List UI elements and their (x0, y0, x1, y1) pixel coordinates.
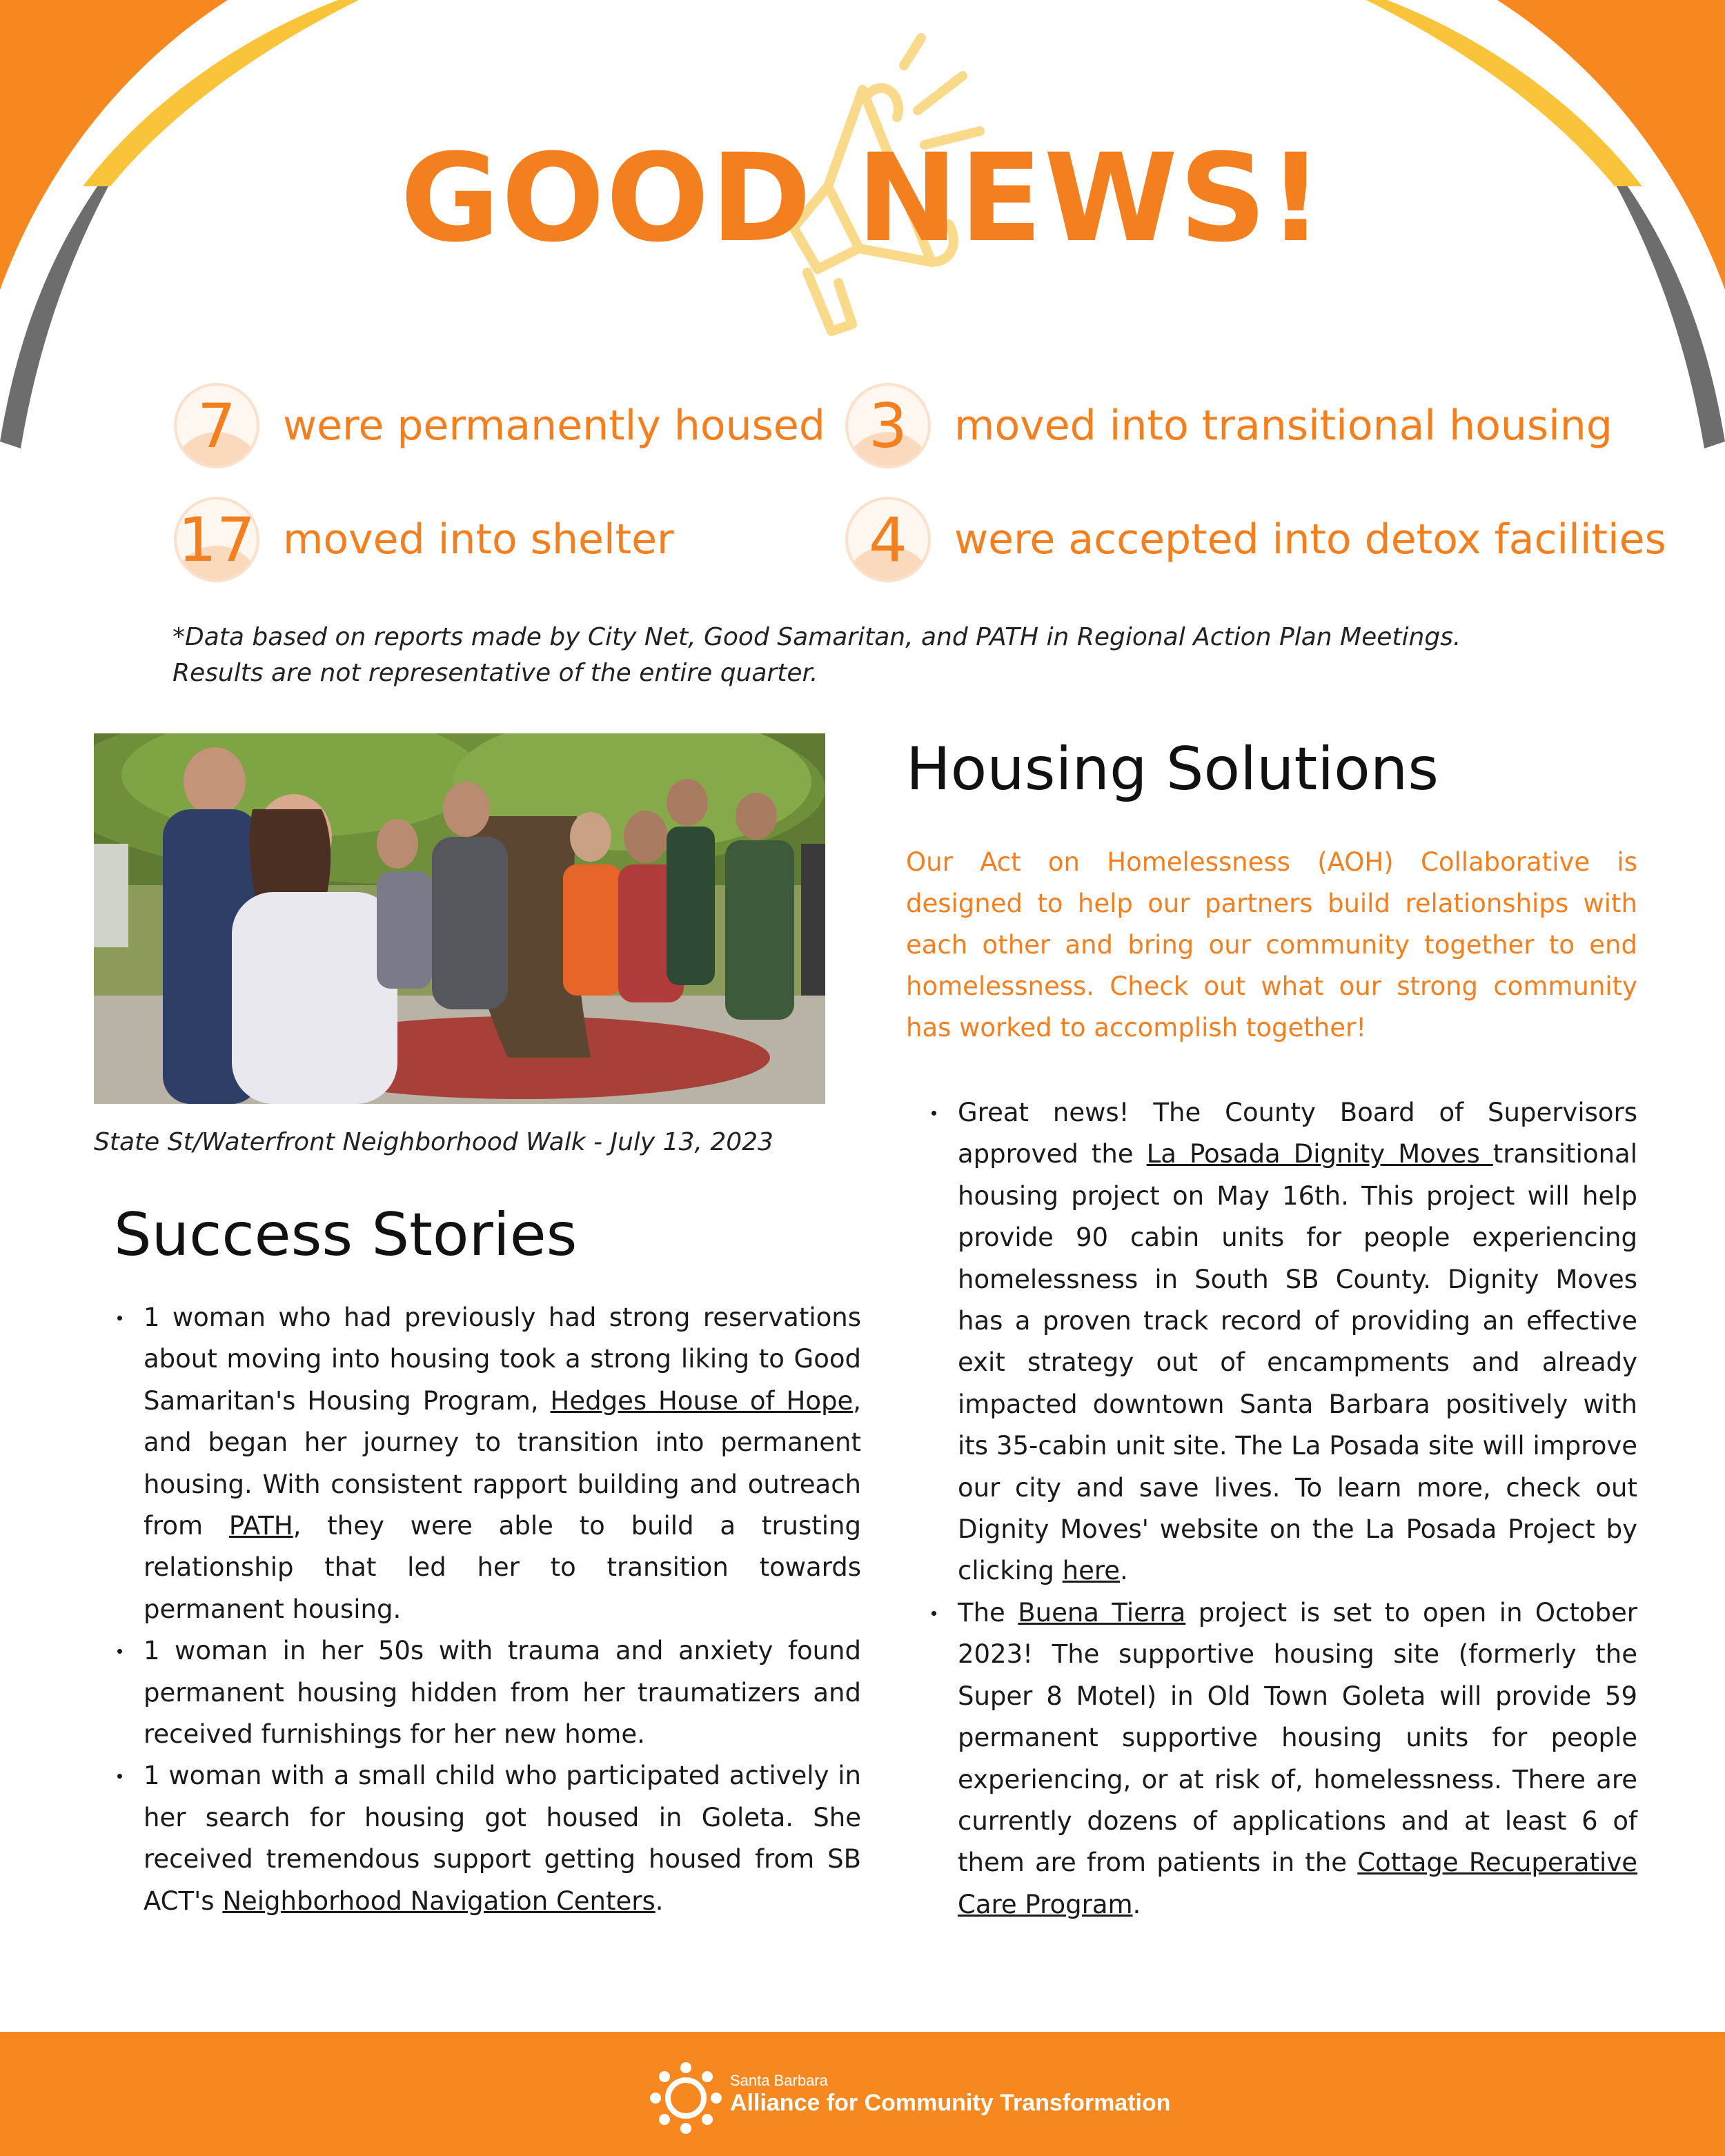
buena-tierra-link[interactable]: Buena Tierra (1018, 1597, 1186, 1628)
housing-intro: Our Act on Homelessness (AOH) Collaborative is designed to help our partners build relationships with each other and bring our community together to end homelessness. Check out what our strong community has worked to accomplish together! (906, 847, 1637, 1042)
stat-transitional-housing (845, 383, 1613, 468)
stat-permanently-housed (174, 383, 825, 468)
stat-label: moved into shelter (283, 515, 674, 564)
cottage-recuperative-link[interactable]: Cottage Recuperative Care Program (958, 1848, 1637, 1919)
hedges-house-link[interactable]: Hedges House of Hope (550, 1385, 854, 1416)
list-item: The Buena Tierra project is set to open in October 2023! The supportive housing site (formerly the Super 8 Motel) in Old Town Goleta will provide 59 permanent supportive housing units for people experiencing, or at risk of, homelessness. There are currently dozens of applications and at least 6 of them are from patients in the Cottage Recuperative Care Program. (930, 1592, 1637, 1926)
list-item: 1 woman in her 50s with trauma and anxiety found permanent housing hidden from her traumatizers and received furnishings for her new home. (116, 1630, 861, 1755)
data-footnote: *Data based on reports made by City Net, Good Samaritan, and PATH in Regional Action Plan Meetings. Results are not representative of the entire quarter. (172, 623, 1461, 687)
stat-label: were permanently housed (283, 402, 825, 450)
list-item: Great news! The County Board of Supervisors approved the La Posada Dignity Moves transitional housing project on May 16th. This project will help provide 90 cabin units for people experiencing homelessness in South SB County. Dignity Moves has a proven track record of providing an effective exit strategy out of encampments and already impacted downtown Santa Barbara positively with its 35-cabin unit site. The La Posada site will improve our city and save lives. To learn more, check out Dignity Moves' website on the La Posada Project by clicking here. (930, 1092, 1637, 1592)
list-item: 1 woman who had previously had strong reservations about moving into housing took a strong liking to Good Samaritan's Housing Program, Hedges House of Hope, and began her journey to transition into permanent housing. With consistent rapport building and outreach from PATH, they were able to build a trusting relationship that led her to transition towards permanent housing. (116, 1297, 861, 1630)
stat-detox (845, 497, 1666, 582)
stat-value: 4 (845, 497, 931, 582)
page-title: GOOD NEWS! (400, 128, 1325, 269)
success-stories-heading: Success Stories (114, 1200, 578, 1269)
success-stories-list (116, 1297, 861, 1922)
neighborhood-walk-photo (94, 733, 825, 1104)
list-item: 1 woman with a small child who participated actively in her search for housing got housed in Goleta. She received tremendous support getting housed from SB ACT's Neighborhood Navigation Centers. (116, 1755, 861, 1922)
la-posada-link[interactable]: La Posada Dignity Moves (1146, 1139, 1493, 1169)
stat-label: were accepted into detox facilities (954, 515, 1666, 564)
photo-caption: State St/Waterfront Neighborhood Walk - July 13, 2023 (94, 1128, 773, 1156)
here-link[interactable]: here (1062, 1556, 1121, 1586)
path-link[interactable]: PATH (228, 1511, 293, 1541)
org-location: Santa Barbara (730, 2072, 828, 2089)
stat-value: 3 (845, 383, 931, 468)
footer (0, 2032, 1725, 2156)
stat-shelter (174, 497, 674, 582)
housing-solutions-heading: Housing Solutions (906, 735, 1439, 804)
stat-value: 17 (174, 497, 259, 582)
stat-value: 7 (174, 383, 259, 468)
navigation-centers-link[interactable]: Neighborhood Navigation Centers (222, 1886, 656, 1916)
sun-logo-icon (649, 2061, 723, 2135)
stat-label: moved into transitional housing (954, 402, 1613, 450)
org-name: Alliance for Community Transformation (730, 2090, 1171, 2116)
photo-image (94, 733, 825, 1104)
housing-solutions-list (930, 1092, 1637, 1926)
